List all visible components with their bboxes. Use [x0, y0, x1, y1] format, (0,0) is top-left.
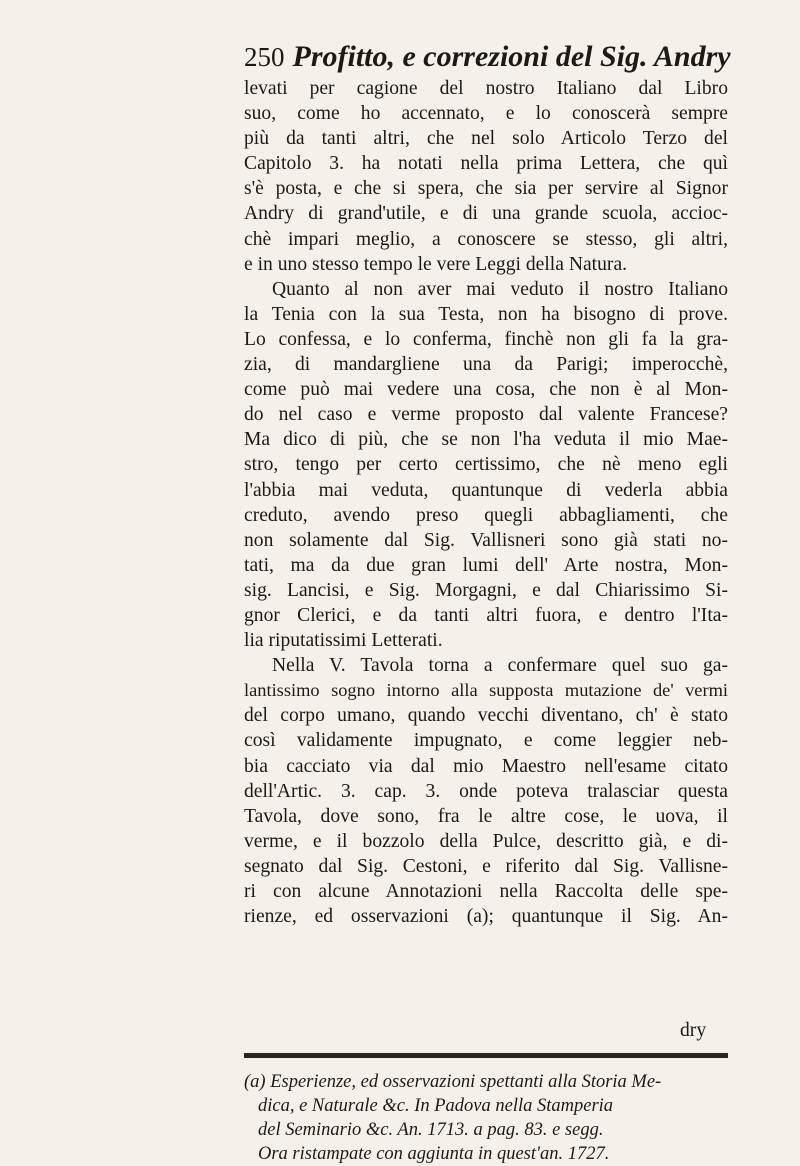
- text-line: Quanto al non aver mai veduto il nostro Italiano: [272, 278, 728, 300]
- text-line: suo, come ho accennato, e lo conoscerà sempre: [244, 103, 728, 125]
- text-line: ri con alcune Annotazioni nella Raccolta delle spe-: [244, 881, 728, 902]
- footnote-line: dica, e Naturale &c. In Padova nella Stamperia: [258, 1096, 614, 1116]
- text-line: non solamente dal Sig. Vallisneri sono già stati no-: [244, 529, 728, 551]
- footnote-line: del Seminario &c. An. 1713. a pag. 83. e segg.: [258, 1120, 604, 1140]
- footnote-rule: [244, 1053, 728, 1058]
- text-line: lia riputatissimi Letterati.: [244, 630, 443, 652]
- text-line: come può mai vedere una cosa, che non è al Mon-: [244, 379, 728, 401]
- running-title: Profitto, e correzioni del Sig. Andry: [292, 40, 731, 73]
- text-line: Tavola, dove sono, fra le altre cose, le uova, il: [244, 805, 728, 827]
- footnote-line: Ora ristampate con aggiunta in quest'an. 1727.: [258, 1144, 610, 1164]
- text-line: segnato dal Sig. Cestoni, e riferito dal Sig. Vallisne-: [244, 855, 728, 877]
- text-line: sig. Lancisi, e Sig. Morgagni, e dal Chiarissimo Si-: [244, 579, 728, 601]
- text-line: e in uno stesso tempo le vere Leggi della Natura.: [244, 253, 628, 275]
- text-line: Capitolo 3. ha notati nella prima Lettera, che quì: [244, 153, 728, 175]
- footnote: [244, 1070, 728, 1166]
- text-line: l'abbia mai veduta, quantunque di vederla abbia: [244, 479, 728, 501]
- catchword: dry: [680, 1020, 707, 1041]
- text-line: Nella V. Tavola torna a confermare quel suo ga-: [272, 655, 728, 677]
- text-line: verme, e il bozzolo della Pulce, descritto già, e di-: [244, 830, 728, 852]
- running-head: [244, 40, 731, 74]
- text-line: gnor Clerici, e da tanti altri fuora, e dentro l'Ita-: [244, 604, 728, 626]
- text-line: più da tanti altri, che nel solo Articolo Terzo del: [244, 128, 728, 150]
- text-line: Lo confessa, e lo conferma, finchè non gli fa la gra-: [244, 328, 728, 350]
- text-line: del corpo umano, quando vecchi diventano, ch' è stato: [244, 705, 728, 727]
- body-text: [244, 76, 728, 929]
- footnote-line: (a) Esperienze, ed osservazioni spettanti alla Storia Me-: [244, 1072, 662, 1092]
- text-line: così validamente impugnato, e come leggier neb-: [244, 730, 728, 752]
- text-line: creduto, avendo preso quegli abbagliamenti, che: [244, 504, 728, 526]
- text-line: Andry di grand'utile, e di una grande scuola, accioc-: [244, 203, 728, 225]
- text-line: chè impari meglio, a conoscere se stesso, gli altri,: [244, 228, 728, 250]
- text-line: stro, tengo per certo certissimo, che nè meno egli: [244, 454, 728, 476]
- text-line: do nel caso e verme proposto dal valente Francese?: [244, 404, 728, 426]
- text-line: levati per cagione del nostro Italiano dal Libro: [244, 78, 728, 99]
- text-line: la Tenia con la sua Testa, non ha bisogno di prove.: [244, 303, 728, 325]
- text-line: Ma dico di più, che se non l'ha veduta il mio Mae-: [244, 429, 728, 451]
- text-line: zia, di mandargliene una da Parigi; imperocchè,: [244, 354, 728, 376]
- text-line: s'è posta, e che si spera, che sia per servire al Signor: [244, 178, 728, 200]
- text-line: rienze, ed osservazioni (a); quantunque il Sig. An-: [244, 906, 728, 928]
- text-line: lantissimo sogno intorno alla supposta mutazione de' vermi: [244, 680, 728, 701]
- page-number: 250: [244, 42, 285, 72]
- text-line: dell'Artic. 3. cap. 3. onde poteva tralasciar questa: [244, 780, 728, 802]
- text-line: tati, ma da due gran lumi dell' Arte nostra, Mon-: [244, 554, 728, 576]
- text-line: bia cacciato via dal mio Maestro nell'esame citato: [244, 755, 728, 777]
